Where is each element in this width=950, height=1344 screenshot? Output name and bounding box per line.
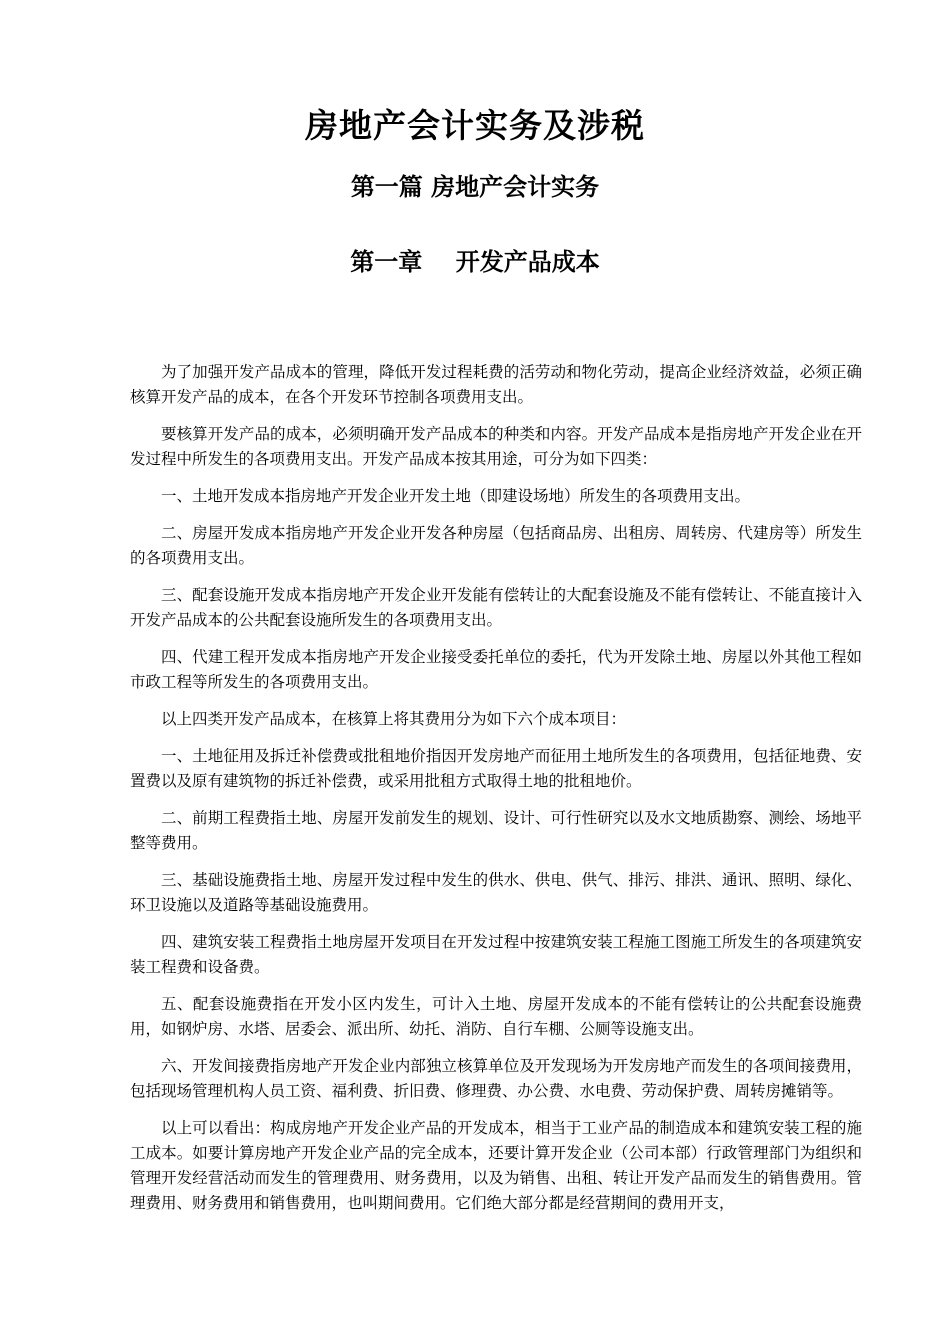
paragraph: 三、配套设施开发成本指房地产开发企业开发能有偿转让的大配套设施及不能有偿转让、不能直接计入开发产品成本的公共配套设施所发生的各项费用支出。	[130, 586, 862, 629]
paragraph: 以上可以看出：构成房地产开发企业产品的开发成本，相当于工业产品的制造成本和建筑安装工程的施工成本。如要计算房地产开发企业产品的完全成本，还要计算开发企业（公司本部）行政管理部门为组织和管理开发经营活动而发生的管理费用、财务费用，以及为销售、出租、转让开发产品而发生的销售费用。管理费用、财务费用和销售费用，也叫期间费用。它们绝大部分都是经营期间的费用开支，	[130, 1119, 862, 1212]
paragraph: 五、配套设施费指在开发小区内发生，可计入土地、房屋开发成本的不能有偿转让的公共配套设施费用，如钢炉房、水塔、居委会、派出所、幼托、消防、自行车棚、公厕等设施支出。	[130, 995, 862, 1038]
paragraph: 六、开发间接费指房地产开发企业内部独立核算单位及开发现场为开发房地产而发生的各项间接费用，包括现场管理机构人员工资、福利费、折旧费、修理费、办公费、水电费、劳动保护费、周转房摊销等。	[130, 1057, 862, 1100]
paragraph: 四、代建工程开发成本指房地产开发企业接受委托单位的委托，代为开发除土地、房屋以外其他工程如市政工程等所发生的各项费用支出。	[130, 648, 862, 691]
paragraph: 为了加强开发产品成本的管理，降低开发过程耗费的活劳动和物化劳动，提高企业经济效益，必须正确核算开发产品的成本，在各个开发环节控制各项费用支出。	[130, 363, 862, 406]
paragraph: 一、土地征用及拆迁补偿费或批租地价指因开发房地产而征用土地所发生的各项费用，包括征地费、安置费以及原有建筑物的拆迁补偿费，或采用批租方式取得土地的批租地价。	[130, 747, 862, 790]
paragraph: 三、基础设施费指土地、房屋开发过程中发生的供水、供电、供气、排污、排洪、通讯、照明、绿化、环卫设施以及道路等基础设施费用。	[130, 871, 862, 914]
document-title: 房地产会计实务及涉税	[305, 106, 645, 145]
paragraph: 二、前期工程费指土地、房屋开发前发生的规划、设计、可行性研究以及水文地质勘察、测绘、场地平整等费用。	[130, 809, 862, 852]
part-title: 第一篇 房地产会计实务	[350, 173, 600, 201]
paragraph: 一、土地开发成本指房地产开发企业开发土地（即建设场地）所发生的各项费用支出。	[161, 487, 751, 505]
paragraph: 要核算开发产品的成本，必须明确开发产品成本的种类和内容。开发产品成本是指房地产开发企业在开发过程中所发生的各项费用支出。开发产品成本按其用途，可分为如下四类：	[130, 425, 862, 468]
paragraph: 以上四类开发产品成本，在核算上将其费用分为如下六个成本项目：	[161, 710, 627, 728]
paragraph: 二、房屋开发成本指房地产开发企业开发各种房屋（包括商品房、出租房、周转房、代建房等）所发生的各项费用支出。	[130, 524, 862, 567]
chapter-title: 第一章 开发产品成本	[350, 248, 600, 276]
paragraph: 四、建筑安装工程费指土地房屋开发项目在开发过程中按建筑安装工程施工图施工所发生的各项建筑安装工程费和设备费。	[130, 933, 862, 976]
body-text	[130, 360, 862, 1228]
